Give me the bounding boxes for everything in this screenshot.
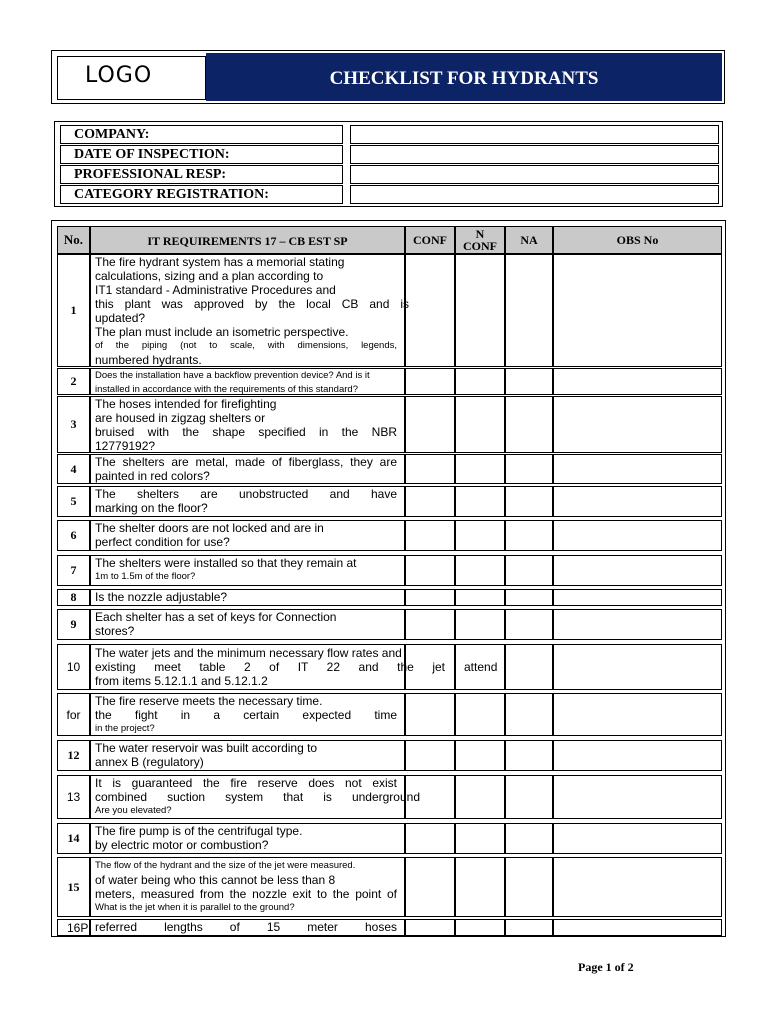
nconf-cell[interactable] (455, 396, 505, 453)
na-cell[interactable] (505, 368, 553, 395)
category-field[interactable] (350, 185, 719, 204)
requirement-line: The flow of the hydrant and the size of the jet were measured. (95, 860, 356, 871)
requirement-line: the fight in a certain expected time (95, 708, 397, 722)
row-number: 13 (57, 775, 90, 819)
requirement-line: combined suction system that is underground (95, 790, 420, 804)
requirement-line: updated? (95, 311, 146, 325)
nconf-cell[interactable] (455, 368, 505, 395)
obs-cell[interactable] (553, 693, 722, 736)
na-cell[interactable] (505, 454, 553, 484)
requirement-text (90, 857, 405, 917)
row-number: 2 (57, 368, 90, 395)
requirement-line: annex B (regulatory) (95, 755, 204, 769)
requirement-line: numbered hydrants. (95, 353, 202, 367)
document-header (51, 50, 725, 104)
requirement-line: The fire pump is of the centrifugal type. (95, 824, 303, 838)
na-cell[interactable] (505, 589, 553, 606)
conf-cell[interactable] (405, 823, 455, 854)
category-label: CATEGORY REGISTRATION: (60, 185, 343, 204)
company-field[interactable] (350, 125, 719, 144)
conf-cell[interactable] (405, 520, 455, 551)
header-nconf-line2: CONF (463, 239, 497, 253)
na-cell[interactable] (505, 254, 553, 367)
category-row (60, 185, 719, 204)
requirement-text (90, 254, 409, 367)
requirement-text (90, 520, 405, 551)
requirement-line: painted in red colors? (95, 469, 210, 483)
obs-cell[interactable] (553, 919, 722, 936)
obs-cell[interactable] (553, 589, 722, 606)
conf-cell[interactable] (405, 555, 455, 586)
nconf-cell[interactable] (455, 589, 505, 606)
nconf-cell[interactable] (455, 823, 505, 854)
requirement-text (90, 919, 405, 936)
row-number: for (57, 693, 90, 736)
conf-cell[interactable] (405, 589, 455, 606)
requirement-line: Is the nozzle adjustable? (95, 590, 228, 604)
nconf-cell[interactable] (455, 254, 505, 367)
row-number: 7 (57, 555, 90, 586)
requirement-line: by electric motor or combustion? (95, 838, 269, 852)
obs-cell[interactable] (553, 740, 722, 771)
nconf-cell[interactable] (455, 775, 505, 819)
row-number: 8 (57, 589, 90, 606)
conf-cell[interactable] (405, 857, 455, 917)
na-cell[interactable] (505, 396, 553, 453)
row-number: 12 (57, 740, 90, 771)
conf-cell[interactable] (405, 775, 455, 819)
requirement-line: The fire reserve meets the necessary time. (95, 694, 323, 708)
obs-cell[interactable] (553, 644, 722, 690)
nconf-cell[interactable] (455, 555, 505, 586)
conf-cell[interactable] (405, 368, 455, 395)
obs-cell[interactable] (553, 555, 722, 586)
header-na: NA (505, 226, 553, 254)
row-number: 6 (57, 520, 90, 551)
na-cell[interactable] (505, 823, 553, 854)
row-number: 15 (57, 857, 90, 917)
nconf-cell[interactable] (455, 919, 505, 936)
requirement-line: The shelters are unobstructed and have (95, 487, 397, 501)
row-number: 16P (57, 919, 90, 936)
requirement-text (90, 775, 420, 819)
na-cell[interactable] (505, 857, 553, 917)
professional-label: PROFESSIONAL RESP: (60, 165, 343, 184)
row-number: 5 (57, 486, 90, 517)
header-no: No. (57, 226, 90, 254)
obs-cell[interactable] (553, 857, 722, 917)
nconf-cell[interactable] (455, 486, 505, 517)
requirement-line: The water jets and the minimum necessary flow rates and (95, 646, 402, 660)
row-number: 1 (57, 254, 90, 367)
conf-cell-text: attend (464, 660, 498, 674)
na-cell[interactable] (505, 609, 553, 640)
requirement-line: IT1 standard - Administrative Procedures and (95, 283, 336, 297)
conf-cell[interactable] (405, 254, 455, 367)
row-number: 14 (57, 823, 90, 854)
requirement-line: from items 5.12.1.1 and 5.12.1.2 (95, 674, 268, 688)
na-cell[interactable] (505, 486, 553, 517)
requirement-line: calculations, sizing and a plan according to (95, 269, 324, 283)
requirement-line: installed in accordance with the requirements of this standard? (95, 384, 358, 395)
header-nconf (455, 226, 505, 254)
na-cell[interactable] (505, 740, 553, 771)
header-requirements: IT REQUIREMENTS 17 – CB EST SP (90, 226, 405, 254)
logo-text: LOGO (85, 63, 153, 88)
na-cell[interactable] (505, 775, 553, 819)
requirement-line: this plant was approved by the local CB and is (95, 297, 409, 311)
conf-cell[interactable] (405, 486, 455, 517)
requirement-line: 12779192? (95, 439, 156, 453)
requirement-text (90, 486, 405, 517)
professional-row (60, 165, 719, 184)
requirement-line: 1m to 1.5m of the floor? (95, 571, 196, 582)
obs-cell[interactable] (553, 775, 722, 819)
requirement-line: The water reservoir was built according to (95, 741, 318, 755)
requirement-line: The shelters are metal, made of fiberglass, they are (95, 455, 397, 469)
requirement-text (90, 740, 405, 771)
row-number: 3 (57, 396, 90, 453)
requirement-text (90, 589, 405, 606)
obs-cell[interactable] (553, 254, 722, 367)
conf-cell[interactable] (405, 919, 455, 936)
requirement-line: in the project? (95, 723, 155, 734)
requirement-line: marking on the floor? (95, 501, 208, 515)
requirement-line: bruised with the shape specified in the NBR (95, 425, 397, 439)
requirement-text (90, 609, 405, 640)
document-title: CHECKLIST FOR HYDRANTS (329, 68, 599, 89)
requirement-line: are housed in zigzag shelters or (95, 411, 266, 425)
obs-cell[interactable] (553, 396, 722, 453)
inspection-info (54, 121, 723, 207)
conf-cell[interactable] (405, 644, 498, 690)
na-cell[interactable] (505, 919, 553, 936)
checklist-table (51, 220, 726, 937)
requirement-text (90, 823, 405, 854)
requirement-line: The shelters were installed so that they remain at (95, 556, 357, 570)
na-cell[interactable] (505, 520, 553, 551)
date-label: DATE OF INSPECTION: (60, 145, 343, 164)
na-cell[interactable] (505, 644, 553, 690)
requirement-line: meters, measured from the nozzle exit to the point of (95, 887, 397, 901)
title-bar (206, 53, 722, 101)
row-number: 10 (57, 644, 90, 690)
requirement-line: The plan must include an isometric perspective. (95, 325, 349, 339)
header-nconf-line1: N (475, 227, 485, 241)
nconf-cell[interactable] (455, 454, 505, 484)
row-number: 9 (57, 609, 90, 640)
nconf-cell[interactable] (455, 740, 505, 771)
nconf-cell[interactable] (455, 609, 505, 640)
obs-cell[interactable] (553, 520, 722, 551)
obs-cell[interactable] (553, 454, 722, 484)
date-row (60, 145, 719, 164)
requirement-line: perfect condition for use? (95, 535, 230, 549)
logo (57, 56, 206, 100)
row-number: 4 (57, 454, 90, 484)
nconf-cell[interactable] (455, 857, 505, 917)
requirement-text (90, 644, 445, 690)
na-cell[interactable] (505, 555, 553, 586)
requirement-line: Does the installation have a backflow prevention device? And is it (95, 370, 370, 381)
header-obs: OBS No (553, 226, 722, 254)
requirement-line: What is the jet when it is parallel to the ground? (95, 902, 295, 913)
conf-cell[interactable] (405, 396, 455, 453)
professional-field[interactable] (350, 165, 719, 184)
company-label: COMPANY: (60, 125, 343, 144)
requirement-text (90, 396, 405, 453)
requirement-line: of water being who this cannot be less than 8 (95, 873, 336, 887)
requirement-line: existing meet table 2 of IT 22 and the jet (95, 660, 445, 674)
requirement-line: stores? (95, 624, 135, 638)
requirement-text (90, 555, 405, 586)
requirement-line: referred lengths of 15 meter hoses (95, 920, 397, 934)
requirement-text (90, 368, 405, 395)
requirement-line: The shelter doors are not locked and are in (95, 521, 324, 535)
date-field[interactable] (350, 145, 719, 164)
requirement-line: The hoses intended for firefighting (95, 397, 277, 411)
requirement-text (90, 693, 405, 736)
requirement-line: It is guaranteed the fire reserve does not exist (95, 776, 397, 790)
obs-cell[interactable] (553, 823, 722, 854)
requirement-line: Are you elevated? (95, 805, 172, 816)
obs-cell[interactable] (553, 609, 722, 640)
header-conf: CONF (405, 226, 455, 254)
conf-cell[interactable] (405, 693, 455, 736)
na-cell[interactable] (505, 693, 553, 736)
page-number: Page 1 of 2 (578, 960, 634, 974)
requirement-line: of the piping (not to scale, with dimensions, legends, (95, 340, 397, 351)
obs-cell[interactable] (553, 486, 722, 517)
conf-cell[interactable] (405, 740, 455, 771)
company-row (60, 125, 719, 144)
nconf-cell[interactable] (455, 520, 505, 551)
requirement-text (90, 454, 405, 484)
conf-cell[interactable] (405, 609, 455, 640)
nconf-cell[interactable] (455, 644, 505, 690)
requirement-line: Each shelter has a set of keys for Connection (95, 610, 337, 624)
conf-cell[interactable] (405, 454, 455, 484)
requirement-line: The fire hydrant system has a memorial stating (95, 255, 345, 269)
nconf-cell[interactable] (455, 693, 505, 736)
obs-cell[interactable] (553, 368, 722, 395)
